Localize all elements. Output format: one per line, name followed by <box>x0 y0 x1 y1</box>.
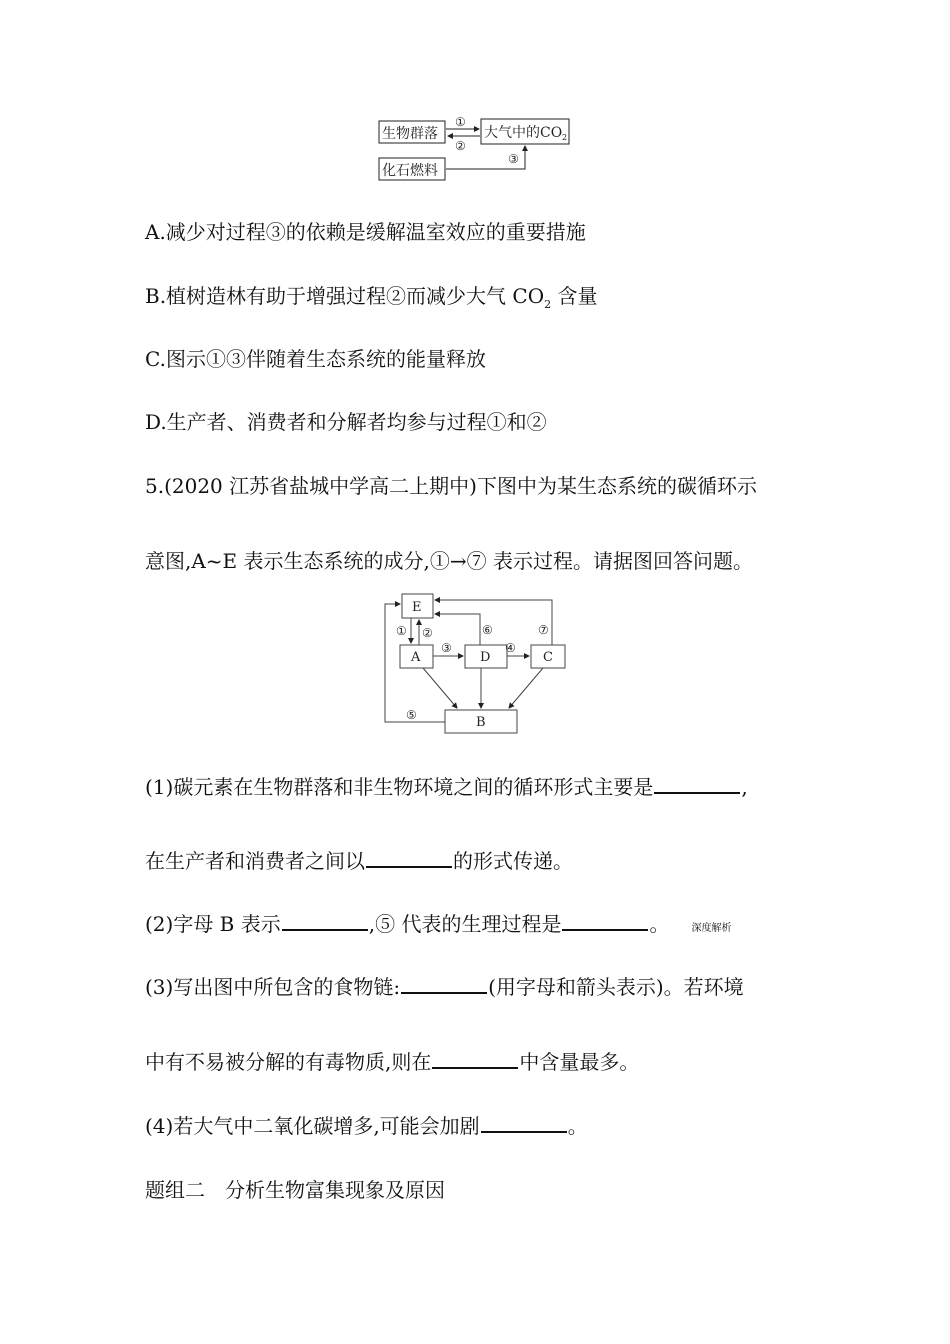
answer-blank[interactable] <box>562 928 648 931</box>
process-1: ① <box>396 624 407 638</box>
sub-question-1a <box>145 771 748 800</box>
text: (用字母和箭头表示)。若环境 <box>488 975 744 999</box>
question-5-line2: 意图,A~E 表示生态系统的成分,①→⑦ 表示过程。请据图回答问题。 <box>145 549 753 573</box>
text: 中有不易被分解的有毒物质,则在 <box>145 1050 432 1074</box>
label-atmosphere: 大气中的CO <box>484 125 563 141</box>
text: (3)写出图中所包含的食物链: <box>145 975 401 999</box>
option-b-end: 含量 <box>551 284 598 308</box>
sub-question-3b <box>145 1046 639 1075</box>
label-D: D <box>480 650 491 665</box>
text: (1)碳元素在生物群落和非生物环境之间的循环形式主要是 <box>145 775 654 799</box>
label-E: E <box>412 600 422 615</box>
text: (2)字母 B 表示 <box>145 912 281 936</box>
sub-question-3a <box>145 971 744 1000</box>
answer-blank[interactable] <box>654 791 740 794</box>
option-b-text: B.植树造林有助于增强过程②而减少大气 CO <box>145 284 545 308</box>
process-6: ⑥ <box>482 623 493 637</box>
label-community: 生物群落 <box>382 126 438 142</box>
answer-blank[interactable] <box>282 928 368 931</box>
text: 的形式传递。 <box>453 849 573 873</box>
process-2: ② <box>422 626 433 640</box>
option-c: C.图示①③伴随着生态系统的能量释放 <box>145 347 486 371</box>
option-d: D.生产者、消费者和分解者均参与过程①和② <box>145 410 547 434</box>
text: ,⑤ 代表的生理过程是 <box>368 912 562 936</box>
text: (4)若大气中二氧化碳增多,可能会加剧 <box>145 1114 480 1138</box>
answer-blank[interactable] <box>401 991 487 994</box>
process-1: ① <box>455 115 466 129</box>
sub-question-2 <box>145 908 731 937</box>
text: 中含量最多。 <box>519 1050 640 1074</box>
label-C: C <box>543 650 553 665</box>
section-heading: 题组二 分析生物富集现象及原因 <box>145 1178 445 1202</box>
process-7: ⑦ <box>538 623 549 637</box>
label-B: B <box>476 715 486 730</box>
answer-blank[interactable] <box>481 1130 567 1133</box>
answer-blank[interactable] <box>432 1066 518 1069</box>
label-atmosphere-sub: 2 <box>562 133 568 142</box>
answer-blank[interactable] <box>366 865 452 868</box>
text: 。 <box>649 912 670 936</box>
process-5: ⑤ <box>406 708 417 722</box>
process-3: ③ <box>508 152 519 166</box>
text: 在生产者和消费者之间以 <box>145 849 365 873</box>
sub-question-1b <box>145 845 573 874</box>
sub-question-4 <box>145 1110 588 1139</box>
process-2: ② <box>455 139 466 153</box>
question-5-line1: 5.(2020 江苏省盐城中学高二上期中)下图中为某生态系统的碳循环示 <box>145 474 757 498</box>
label-A: A <box>411 650 421 665</box>
deep-analysis-tag: 深度解析 <box>691 923 732 934</box>
process-4: ④ <box>505 641 516 655</box>
option-b-sub: 2 <box>544 298 552 311</box>
text: 。 <box>567 1114 588 1138</box>
option-b <box>145 280 597 311</box>
process-3: ③ <box>441 641 452 655</box>
option-a: A.减少对过程③的依赖是缓解温室效应的重要措施 <box>145 220 586 244</box>
text: , <box>741 775 748 799</box>
label-fossil: 化石燃料 <box>382 163 438 179</box>
